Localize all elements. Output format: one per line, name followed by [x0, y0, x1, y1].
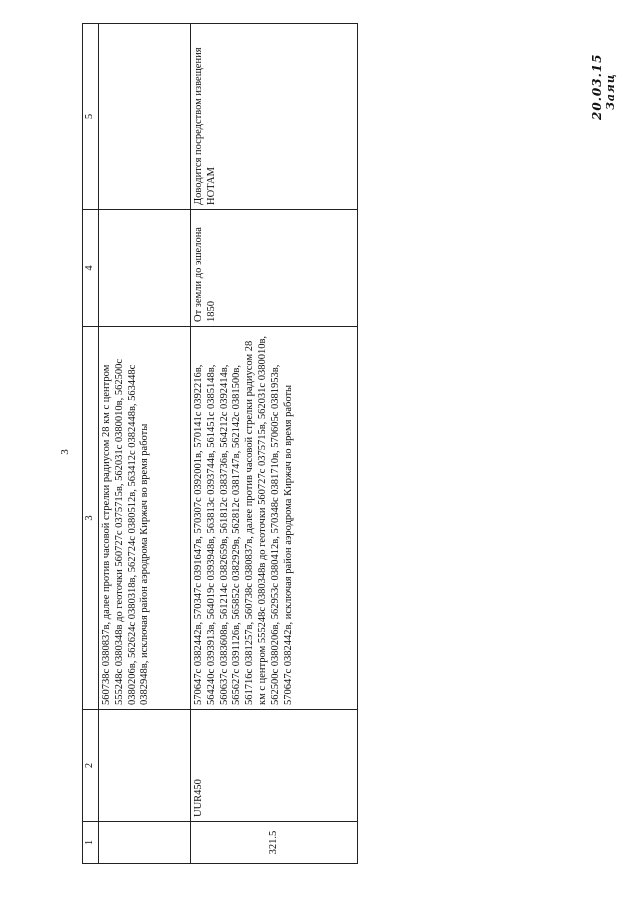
handwritten-note: [588, 40, 628, 124]
table-frame: [82, 24, 358, 864]
handwritten-date: 20.03.15: [590, 53, 604, 120]
row2-number-cell: 321.5: [191, 822, 358, 864]
airspace-table: [82, 23, 358, 864]
row2-altitude-cell: От земли до эшелона 1850: [191, 210, 358, 327]
table-row: [99, 24, 191, 864]
header-col-3: 3: [83, 327, 99, 710]
row1-col4-cell: [99, 210, 191, 327]
table-row: [191, 24, 358, 864]
row1-col5-cell: [99, 24, 191, 210]
table-header-row: [83, 24, 99, 864]
header-col-4: 4: [83, 210, 99, 327]
row1-col1-cell: [99, 822, 191, 864]
header-col-5: 5: [83, 24, 99, 210]
page-number: 3: [58, 449, 71, 455]
handwritten-signature: Заяц: [604, 73, 617, 110]
row2-notice-cell: Доводится посредством извещения НОТАМ: [191, 24, 358, 210]
row2-zone-code-cell: UUR450: [191, 710, 358, 822]
header-col-1: 1: [83, 822, 99, 864]
header-col-2: 2: [83, 710, 99, 822]
row1-col2-cell: [99, 710, 191, 822]
row1-coordinates-cell: 560738с 0380837в, далее против часовой стрелки радиусом 28 км с центром 555248с 0380348в до геоточки 560727с 0375715в, 562031с 0380010в, 562500с 0380206в, 562624с 0380318в, 562724с 0380512в, 563412с 0382448в, 563448с 0382948в, исключая район аэродрома Киржач во время работы: [99, 327, 191, 710]
row2-coordinates-cell: 570647с 0382442в, 570347с 0391647в, 570307с 0392001в, 570141с 0392216в, 564240с 0393913в, 564019с 0393948в, 563813с 0393744в, 561451с 0385148в, 560637с 0383608в, 561214с 0382659в, 561812с 0383736в, 564212с 0392414в, 565627с 0391126в, 565852с 0382929в, 562812с 0381747в, 562142с 0381500в, 561716с 0381257в, 560738с 0380837в, далее против часовой стрелки радиусом 28 км с центром 555248с 0380348в до геоточки 560727с 0375715в, 562031с 0380010в, 562500с 0380206в, 562953с 0380412в, 570348с 0381710в, 570605с 0381953в, 570647с 0382442в, исключая район аэродрома Киржач во время работы: [191, 327, 358, 710]
